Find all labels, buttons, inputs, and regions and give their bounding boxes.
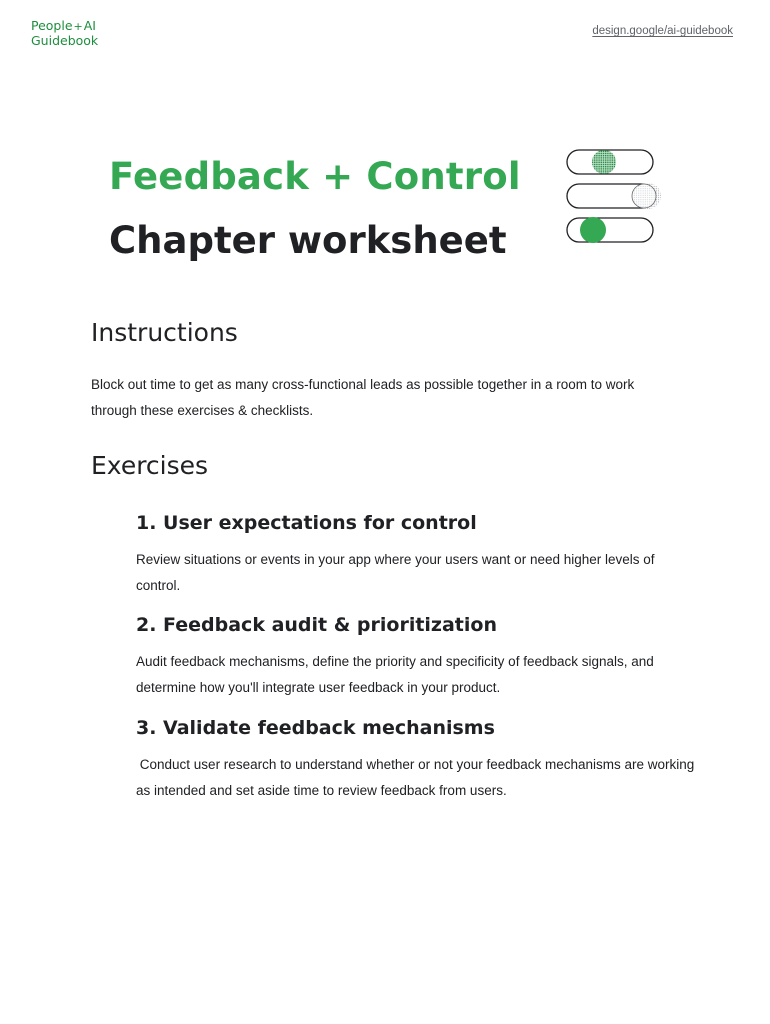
guidebook-site-link[interactable]: design.google/ai-guidebook — [592, 25, 733, 37]
instructions-text: Block out time to get as many cross-functional leads as possible together in a room to work through these exercises & checklists. — [91, 377, 635, 418]
chapter-title: Feedback + Control — [109, 155, 521, 198]
exercise-3-title: 3. Validate feedback mechanisms — [136, 717, 495, 739]
toggle-2 — [567, 183, 661, 209]
exercise-2-title: 2. Feedback audit & prioritization — [136, 614, 497, 636]
exercise-2-text: Audit feedback mechanisms, define the priority and specificity of feedback signals, and determine how you'll integrate user feedback in your product. — [136, 654, 654, 695]
toggle-switches-illustration — [565, 148, 667, 248]
exercises-heading: Exercises — [91, 451, 209, 480]
exercise-3-text: Conduct user research to understand whether or not your feedback mechanisms are working as intended and set aside time to review feedback from users. — [136, 757, 699, 798]
logo-line-2: Guidebook — [31, 33, 99, 48]
logo-line-1: People+AI — [31, 18, 96, 33]
toggle-1 — [567, 150, 653, 174]
people-ai-guidebook-logo[interactable] — [31, 19, 98, 48]
instructions-heading: Instructions — [91, 318, 238, 347]
toggle-3 — [567, 217, 653, 243]
chapter-subtitle: Chapter worksheet — [109, 219, 507, 262]
exercise-1-text: Review situations or events in your app where your users want or need higher levels of control. — [136, 552, 655, 593]
exercise-1-title: 1. User expectations for control — [136, 512, 477, 534]
